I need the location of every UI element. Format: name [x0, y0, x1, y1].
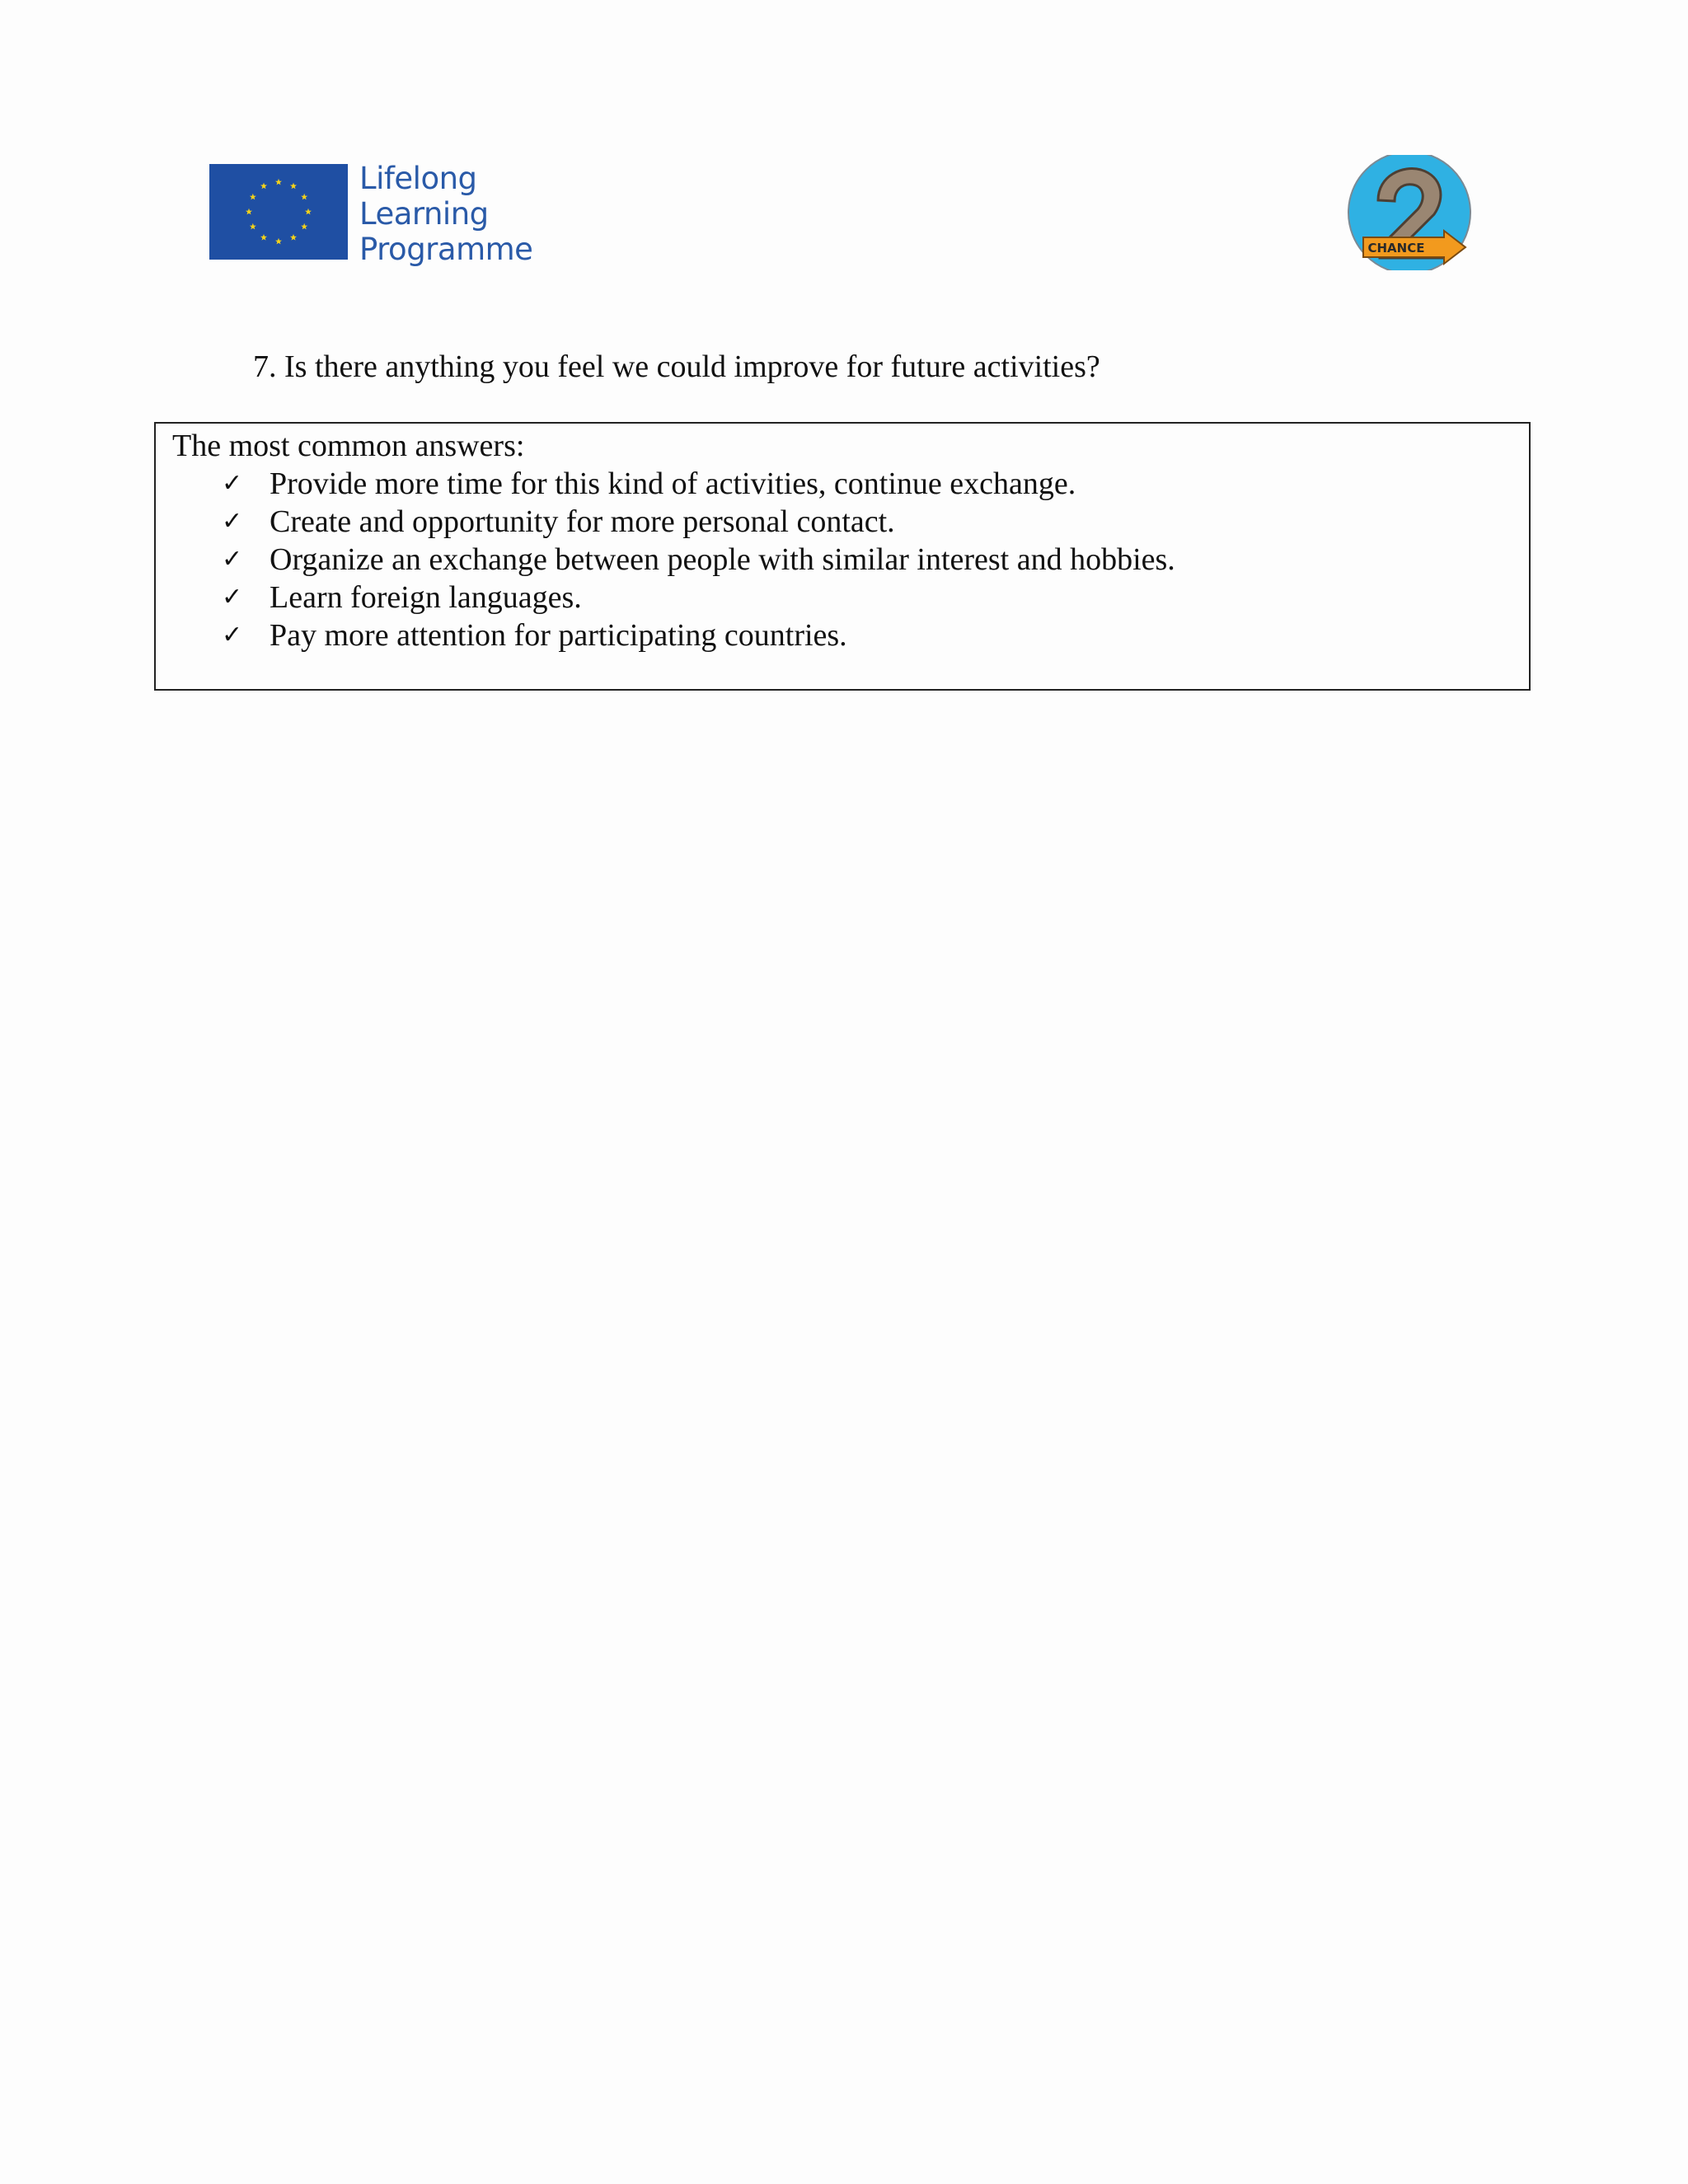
- checkmark-icon: ✓: [222, 621, 243, 649]
- chance-text: CHANCE: [1367, 241, 1425, 255]
- lifelong-learning-logo: [209, 161, 531, 272]
- second-chance-logo: [1345, 155, 1473, 270]
- answer-text: Create and opportunity for more personal contact.: [270, 504, 895, 539]
- answers-heading: The most common answers:: [172, 429, 525, 463]
- answer-text: Pay more attention for participating countries.: [270, 618, 847, 653]
- logo-line-3: Programme: [359, 232, 533, 267]
- logo-line-1: Lifelong: [359, 161, 477, 196]
- question-text: 7. Is there anything you feel we could improve for future activities?: [253, 349, 1100, 384]
- checkmark-icon: ✓: [222, 469, 243, 498]
- logo-line-2: Learning: [359, 196, 489, 232]
- checkmark-icon: ✓: [222, 507, 243, 536]
- answer-text: Learn foreign languages.: [270, 580, 582, 615]
- checkmark-icon: ✓: [222, 545, 243, 574]
- answer-text: Provide more time for this kind of activities, continue exchange.: [270, 466, 1076, 501]
- checkmark-icon: ✓: [222, 583, 243, 612]
- eu-flag-icon: [209, 164, 348, 260]
- answer-text: Organize an exchange between people with similar interest and hobbies.: [270, 542, 1175, 577]
- logo-wordmark: [359, 161, 532, 267]
- answers-box: [154, 422, 1531, 691]
